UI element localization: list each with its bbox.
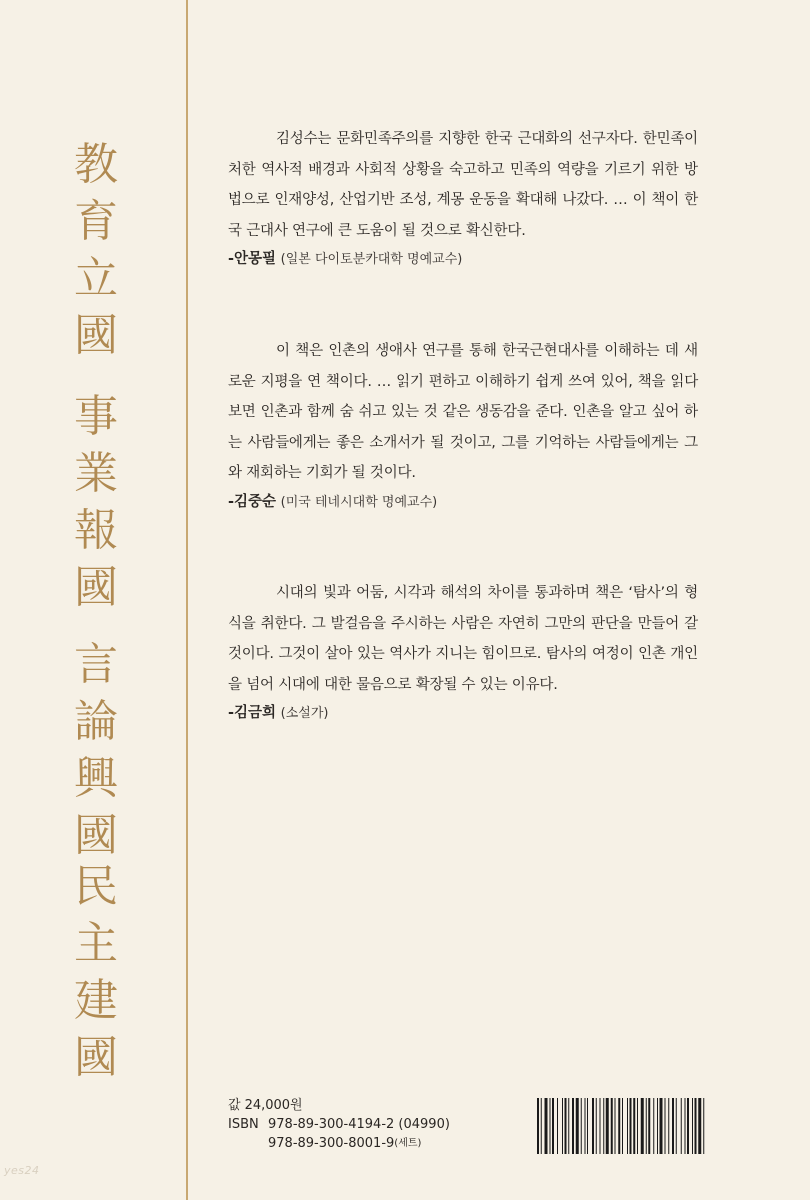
endorser-name: -김중순 <box>228 493 277 510</box>
isbn-value: 978-89-300-4194-2 (04990) <box>268 1117 450 1132</box>
endorser-role: (일본 다이토분카대학 명예교수) <box>280 252 463 267</box>
motto-char: 事 <box>74 391 118 442</box>
endorsement-attribution <box>228 248 698 271</box>
motto-char: 報 <box>74 505 118 556</box>
motto-char: 國 <box>74 810 118 861</box>
motto-char: 業 <box>74 448 118 499</box>
price-label: 값 <box>228 1098 241 1113</box>
motto-char: 言 <box>74 639 118 690</box>
endorser-name: -안몽필 <box>228 251 277 267</box>
motto-democracy <box>68 858 124 1086</box>
motto-char: 立 <box>74 253 118 304</box>
motto-education <box>68 136 124 364</box>
motto-press <box>68 636 124 864</box>
endorsement-text: 김성수는 문화민족주의를 지향한 한국 근대화의 선구자다. 한민족이 처한 역사적 배경과 사회적 상황을 숙고하고 민족의 역량을 기르기 위한 방법으로 인재양성, 산업기반 조성, 계몽 운동을 확대해 나갔다. … 이 책이 한국 근대사 연구에 큰 도움이 될 것으로 확신한다. <box>228 131 698 239</box>
motto-char: 育 <box>74 196 118 247</box>
motto-char: 論 <box>74 696 118 747</box>
endorsement-text: 시대의 빛과 어둠, 시각과 해석의 차이를 통과하며 책은 ‘탐사’의 형식을 취한다. 그 발걸음을 주시하는 사람은 자연히 그만의 판단을 만들어 갈 것이다. 그것이 살아 있는 역사가 지니는 힘이므로. 탐사의 여정이 인촌 개인을 넘어 시대에 대한 물음으로 확장될 수 있는 이유다. <box>228 585 698 693</box>
isbn-set-value: 978-89-300-8001-9 <box>268 1136 395 1151</box>
motto-business <box>68 388 124 616</box>
motto-char: 教 <box>74 139 118 190</box>
price-row <box>228 1096 450 1115</box>
motto-char: 國 <box>74 310 118 361</box>
price-value: 24,000원 <box>244 1098 303 1113</box>
motto-char: 建 <box>74 975 118 1026</box>
endorser-role: (미국 테네시대학 명예교수) <box>280 494 438 510</box>
isbn-row <box>228 1115 450 1134</box>
endorsement-text: 이 책은 인촌의 생애사 연구를 통해 한국근현대사를 이해하는 데 새로운 지평을 연 책이다. … 읽기 편하고 이해하기 쉽게 쓰여 있어, 책을 읽다 보면 인촌과 함께 숨 쉬고 있는 것 같은 생동감을 준다. 인촌을 알고 싶어 하는 사람들에게는 좋은 소개서가 될 것이고, 그를 기억하는 사람들에게는 그와 재회하는 기회가 될 것이다. <box>228 343 698 481</box>
vertical-divider <box>186 0 188 1200</box>
motto-char: 興 <box>74 753 118 804</box>
motto-char: 主 <box>74 918 118 969</box>
endorser-role: (소설가) <box>280 706 329 721</box>
motto-char: 國 <box>74 1032 118 1083</box>
endorsement-attribution <box>228 702 698 725</box>
endorsement-2 <box>228 336 698 514</box>
watermark-logo: yes24 <box>4 1164 40 1177</box>
endorser-name: -김금희 <box>228 705 277 721</box>
motto-column <box>0 0 186 1200</box>
isbn-set-row <box>228 1134 450 1153</box>
isbn-label: ISBN <box>228 1117 259 1132</box>
barcode-image <box>537 1098 759 1154</box>
endorsement-attribution <box>228 491 698 514</box>
motto-char: 民 <box>74 861 118 912</box>
isbn-set-note: (세트) <box>394 1138 422 1149</box>
endorsement-3 <box>228 578 698 725</box>
price-isbn-block <box>228 1096 450 1153</box>
isbn-spacer <box>228 1134 268 1153</box>
endorsement-1 <box>228 124 698 271</box>
motto-char: 國 <box>74 562 118 613</box>
